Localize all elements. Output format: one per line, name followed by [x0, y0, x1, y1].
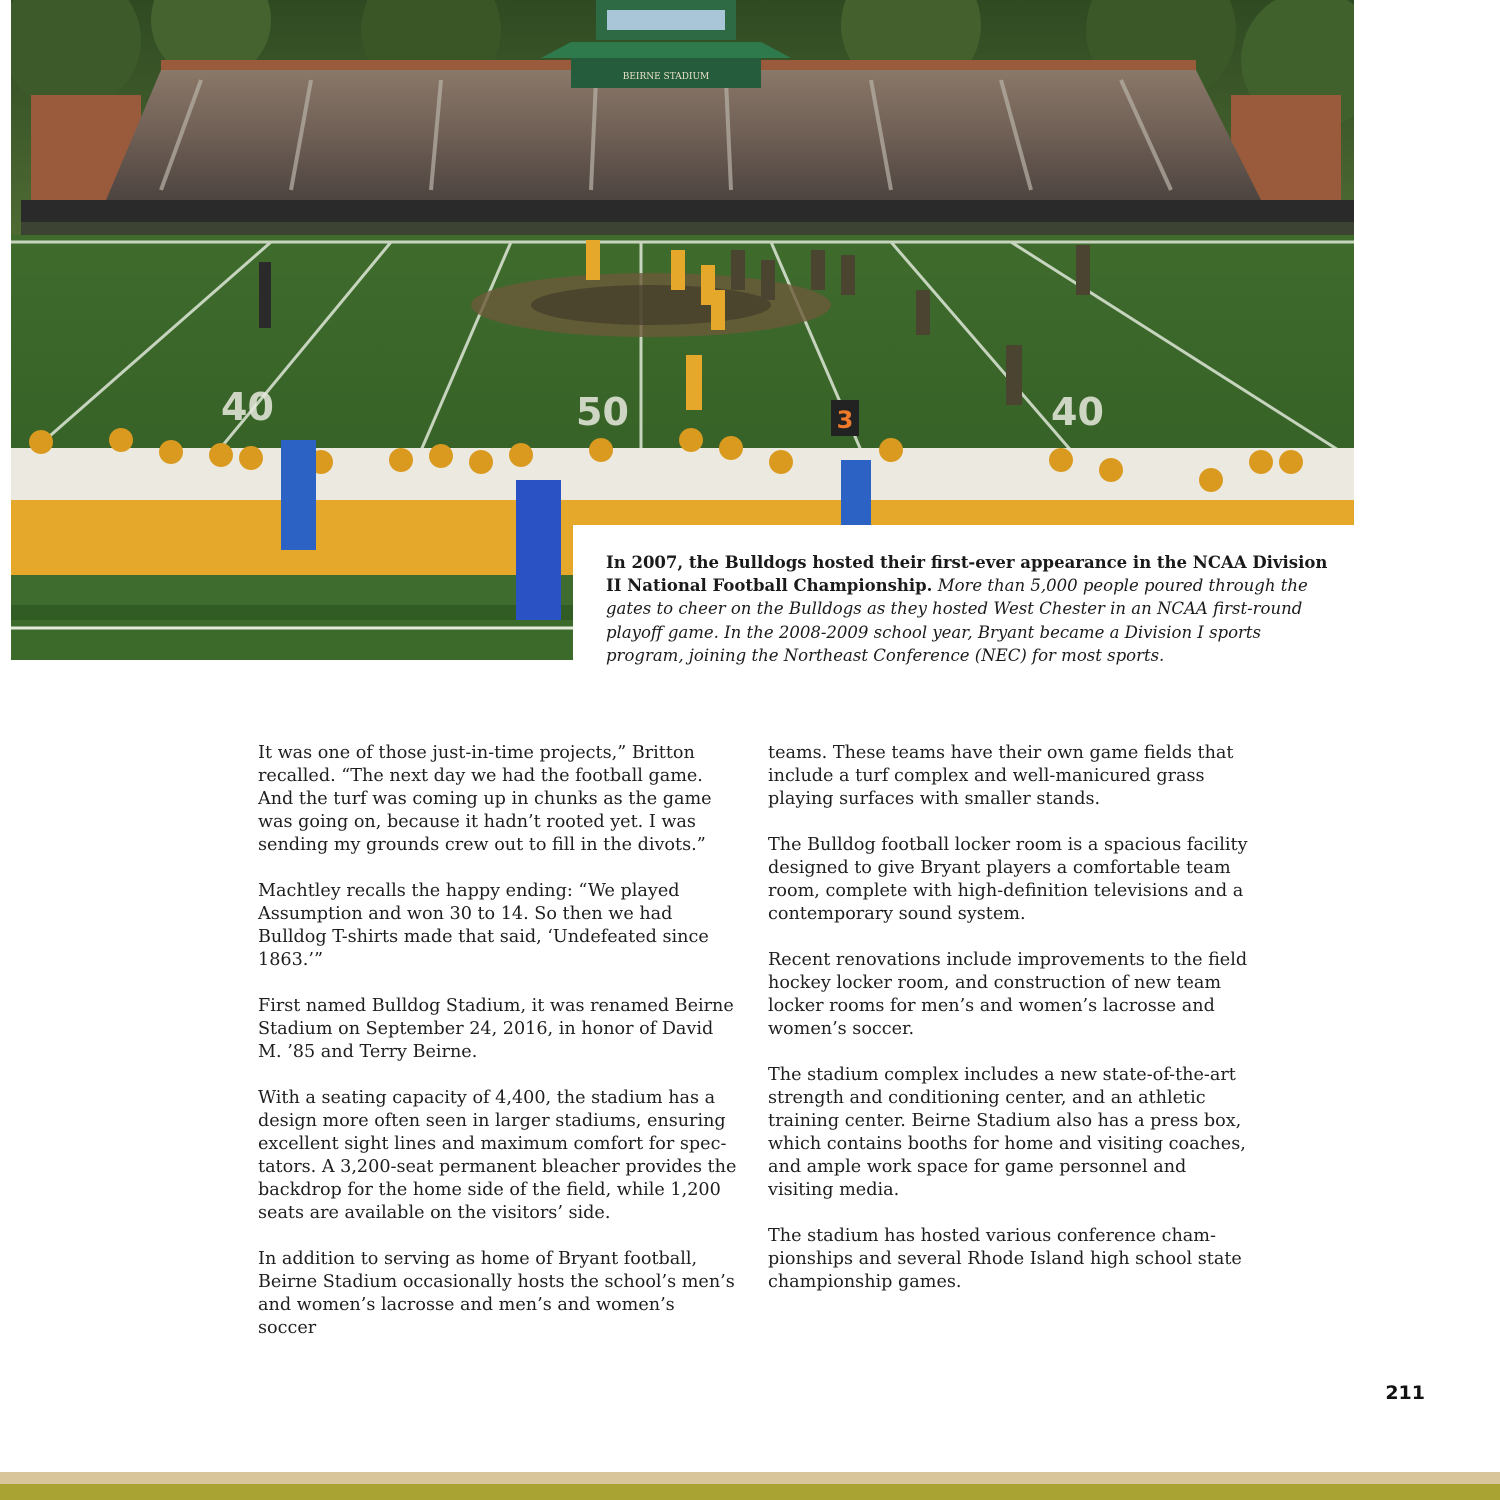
article-column-left: [258, 742, 738, 1363]
caption-body: More than 5,000 people poured through the gates to cheer on the Bulldogs as they hosted West Chester in an NCAA first-round playoff game. In the 2008-2009 school year, Bryant became a Division I sports program, joining the Northeast Conference (NEC) for most sports.: [606, 576, 1308, 665]
paragraph: With a seating capacity of 4,400, the stadium has a design more often seen in larger stadiums, ensuring excellent sight lines and maximum comfort for spectators. A 3,200-seat permanent bleacher provides the backdrop for the home side of the field, while 1,200 seats are available on the visitors’ side.: [258, 1088, 737, 1223]
down-marker-number: 3: [836, 406, 854, 434]
article-column-right: [768, 742, 1248, 1317]
grandstand-crowd: [106, 70, 1261, 200]
paragraph: First named Bulldog Stadium, it was renamed Beirne Stadium on September 24, 2016, in honor of David M. ’85 and Terry Beirne.: [258, 996, 734, 1062]
paragraph: In addition to serving as home of Bryant football, Beirne Stadium occasionally hosts the school’s men’s and women’s lacrosse and men’s and women’s soccer: [258, 1249, 735, 1338]
paragraph: teams. These teams have their own game fields that include a turf complex and well-manicured grass playing surfaces with smaller stands.: [768, 743, 1234, 809]
yard-number-middle: 50: [576, 390, 629, 434]
yard-number-right: 40: [1051, 390, 1104, 434]
paragraph: The stadium has hosted various conference championships and several Rhode Island high school state championship games.: [768, 1226, 1242, 1292]
footer-band-dark: [0, 1484, 1500, 1500]
paragraph: The stadium complex includes a new state-of-the-art strength and conditioning center, and an athletic training center. Beirne Stadium also has a press box, which contains booths for home and visiting coaches, and ample work space for game personnel and visiting media.: [768, 1065, 1246, 1200]
page-number: 211: [1385, 1382, 1425, 1404]
caption-lead: In 2007, the Bulldogs hosted their first-ever appearance in the NCAA Division II National Football Championship.: [606, 553, 1328, 596]
paragraph: The Bulldog football locker room is a spacious facility designed to give Bryant players a comfortable team room, complete with high-definition televisions and a contemporary sound system.: [768, 835, 1248, 924]
stadium-sign: BEIRNE STADIUM: [622, 72, 710, 82]
paragraph: Recent renovations include improvements to the field hockey locker room, and construction of new team locker rooms for men’s and women’s lacrosse and women’s soccer.: [768, 950, 1248, 1039]
photo-caption: [606, 551, 1341, 667]
yard-number-left: 40: [221, 385, 274, 429]
paragraph: Machtley recalls the happy ending: “We played Assumption and won 30 to 14. So then we had Bulldog T-shirts made that said, ‘Undefeated since 1863.’”: [258, 881, 709, 970]
paragraph: It was one of those just-in-time projects,” Britton recalled. “The next day we had the football game. And the turf was coming up in chunks as the game was going on, because it hadn’t rooted yet. I was sending my grounds crew out to fill in the divots.”: [258, 743, 712, 855]
footer-band-light: [0, 1472, 1500, 1484]
sideline-fence: [21, 200, 1354, 222]
